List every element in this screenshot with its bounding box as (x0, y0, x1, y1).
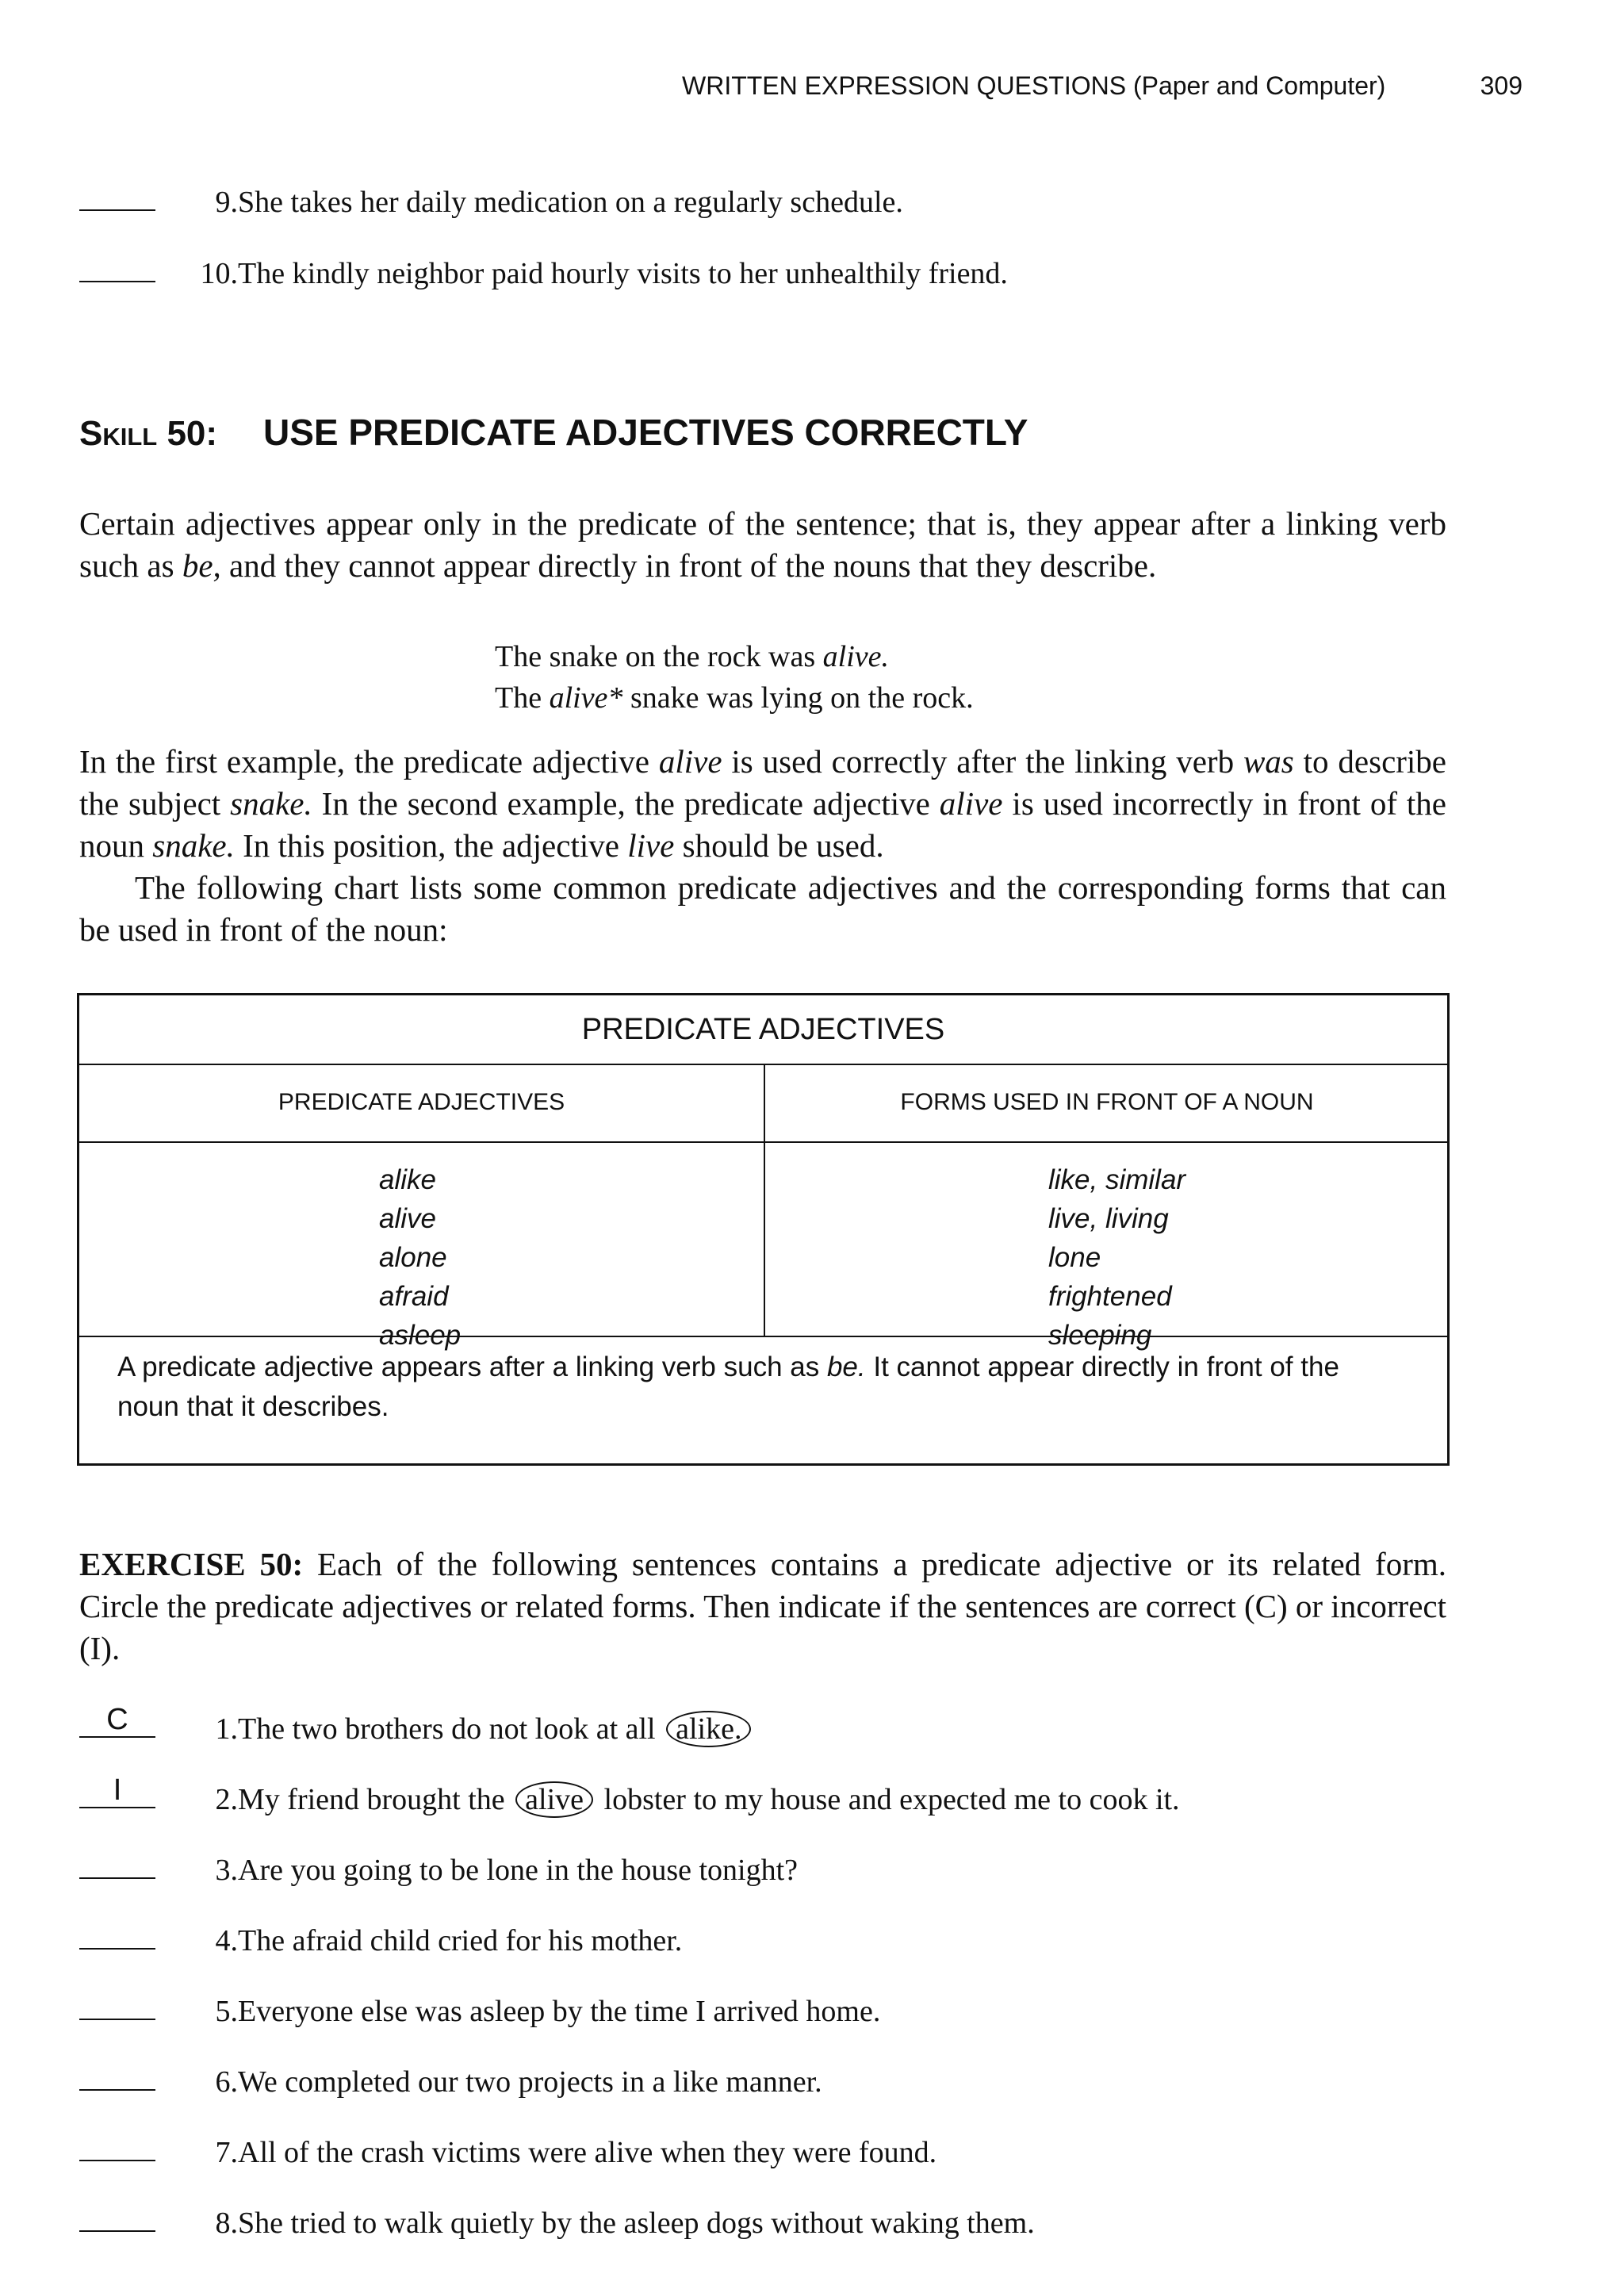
item-sentence: My friend brought the alive lobster to my house and expected me to cook it. (238, 1783, 1180, 1816)
chart-rule: A predicate adjective appears after a linking verb such as be. It cannot appear directly in front of the noun that it describes. (117, 1352, 1339, 1422)
item-sentence: The two brothers do not look at all alike. (238, 1709, 754, 1749)
answer-blank[interactable] (79, 2089, 155, 2091)
list-item: like, similar (1048, 1164, 1186, 1195)
noun-form-list (1048, 1160, 1185, 1355)
explanation-paragraph: In the first example, the predicate adjective alive is used correctly after the linking verb was to describe the subject snake. In the second example, the predicate adjective alive is used incorrectly in front of the noun snake. In this position, the adjective live should be used. (79, 743, 1447, 864)
item-sentence: Everyone else was asleep by the time I arrived home. (238, 1995, 881, 2028)
exercise-label: EXERCISE 50: (79, 1546, 304, 1582)
item-number: 3. (215, 1854, 238, 1887)
page-number: 309 (1480, 71, 1522, 100)
item-sentence: The kindly neighbor paid hourly visits to her unhealthily friend. (238, 257, 1008, 290)
column-divider (764, 1064, 765, 1336)
col-header-predicate: PREDICATE ADJECTIVES (278, 1089, 565, 1115)
item-number: 9. (215, 186, 238, 219)
running-header (682, 71, 1522, 101)
circled-adjective: alike. (666, 1711, 751, 1747)
answer-blank[interactable] (79, 281, 155, 282)
predicate-adjective-list (379, 1160, 461, 1355)
example-correct: The snake on the rock was alive. (495, 640, 889, 673)
item-number: 5. (215, 1995, 238, 2028)
predicate-adjectives-chart (77, 993, 1450, 1466)
item-number: 10. (200, 257, 238, 290)
list-item: lone (1048, 1242, 1101, 1273)
item-sentence: She takes her daily medication on a regularly schedule. (238, 186, 903, 219)
handwritten-answer: I (113, 1773, 122, 1807)
skill-label: Skill 50: (79, 414, 218, 453)
answer-blank[interactable] (79, 2160, 155, 2161)
list-item: afraid (379, 1281, 449, 1312)
answer-blank[interactable] (79, 2230, 155, 2232)
skill-heading (79, 411, 1028, 454)
chart-title: PREDICATE ADJECTIVES (79, 995, 1447, 1065)
list-item: sleeping (1048, 1320, 1152, 1351)
item-sentence: All of the crash victims were alive when they were found. (238, 2136, 937, 2169)
list-item: asleep (379, 1320, 462, 1351)
answer-blank[interactable] (79, 209, 155, 211)
item-sentence: She tried to walk quietly by the asleep dogs without waking them. (238, 2207, 1035, 2240)
intro-paragraph: Certain adjectives appear only in the predicate of the sentence; that is, they appear after a linking verb such as be, and they cannot appear directly in front of the nouns that they describe. (79, 505, 1446, 584)
running-title: WRITTEN EXPRESSION QUESTIONS (Paper and Computer) (682, 71, 1386, 100)
item-number: 2. (215, 1783, 238, 1816)
col-header-forms: FORMS USED IN FRONT OF A NOUN (900, 1089, 1314, 1115)
answer-blank[interactable] (79, 1877, 155, 1879)
item-sentence: We completed our two projects in a like manner. (238, 2065, 822, 2099)
handwritten-answer: C (106, 1703, 128, 1736)
example-incorrect: The alive* snake was lying on the rock. (495, 681, 974, 715)
list-item: alive (379, 1203, 436, 1234)
chart-intro-paragraph: The following chart lists some common predicate adjectives and the corresponding forms that can be used in front of the noun: (79, 869, 1446, 948)
item-number: 7. (215, 2136, 238, 2169)
circled-adjective: alive (515, 1781, 593, 1818)
item-number: 4. (215, 1924, 238, 1957)
skill-title: USE PREDICATE ADJECTIVES CORRECTLY (263, 412, 1028, 453)
item-number: 6. (215, 2065, 238, 2099)
item-number: 1. (215, 1712, 238, 1746)
item-sentence: The afraid child cried for his mother. (238, 1924, 683, 1957)
item-sentence: Are you going to be lone in the house tonight? (238, 1854, 799, 1887)
answer-blank[interactable] (79, 2019, 155, 2020)
list-item: alike (379, 1164, 436, 1195)
list-item: live, living (1048, 1203, 1169, 1234)
list-item: alone (379, 1242, 447, 1273)
exercise-instructions: EXERCISE 50: Each of the following sentences contains a predicate adjective or its related form. Circle the predicate adjectives or related forms. Then indicate if the sentences are correct (C) or incorrect (I). (79, 1546, 1446, 1666)
list-item: frightened (1048, 1281, 1172, 1312)
answer-blank[interactable] (79, 1948, 155, 1950)
item-number: 8. (215, 2207, 238, 2240)
